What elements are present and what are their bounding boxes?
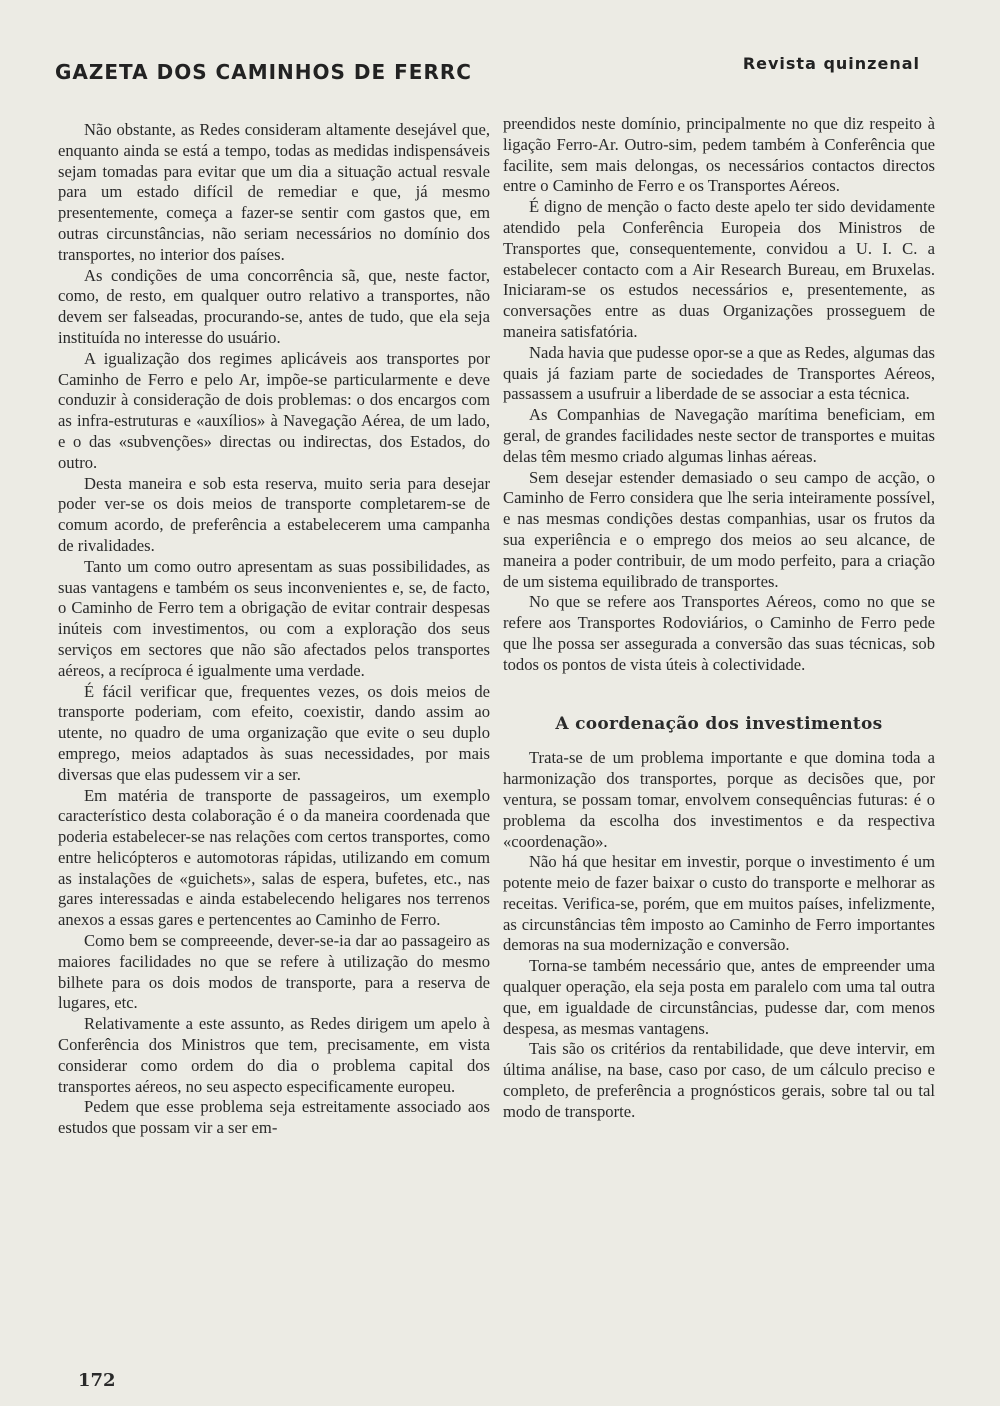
paragraph: Trata-se de um problema importante e que domina toda a harmonização dos transportes, porque as decisões que, por ventura, se possam tomar, envolvem consequências futuras: é o problema da escolha dos investimentos e da respectiva «coordenação». — [503, 748, 935, 851]
right-column — [503, 114, 935, 1123]
paragraph: Como bem se compreeende, dever-se-ia dar ao passageiro as maiores facilidades no que se refere à utilização do mesmo bilhete para os dois modos de transporte, para a reserva de lugares, etc. — [58, 931, 490, 1013]
paragraph: A igualização dos regimes aplicáveis aos transportes por Caminho de Ferro e pelo Ar, impõe-se particularmente e deve conduzir à consideração de dois problemas: o dos encargos com as infra-estruturas e «auxílios» à Navegação Aérea, de um lado, e o das «subvenções» directas ou indirectas, dos Estados, do outro. — [58, 348, 490, 472]
paragraph-continuation: preendidos neste domínio, principalmente no que diz respeito à ligação Ferro-Ar. Outro-sim, pedem também à Conferência que facilite, sem mais delongas, os necessários contactos directos entre o Caminho de Ferro e os Transportes Aéreos. — [503, 114, 935, 196]
page-number: 172 — [78, 1370, 116, 1391]
paragraph: Sem desejar estender demasiado o seu campo de acção, o Caminho de Ferro considera que lhe seria inteiramente possível, e nas mesmas condições destas companhias, usar os frutos da sua experiência e o emprego dos meios ao seu alcance, de maneira a poder contribuir, de um modo perfeito, para a criação de um sistema equilibrado de transportes. — [503, 467, 935, 591]
paragraph: Relativamente a este assunto, as Redes dirigem um apelo à Conferência dos Ministros que tem, precisamente, em vista considerar como ordem do dia o problema capital dos transportes aéreos, no seu aspecto especificamente europeu. — [58, 1014, 490, 1096]
paragraph: As Companhias de Navegação marítima beneficiam, em geral, de grandes facilidades neste sector de transportes e muitas delas têm mesmo criado algumas linhas aéreas. — [503, 405, 935, 466]
paragraph: Em matéria de transporte de passageiros, um exemplo característico desta colaboração é o da maneira coordenada que poderia estabelecer-se nas relações com certos transportes, como entre helicópteros e automotoras rápidas, utilizando em comum as instalações de «guichets», salas de espera, bufetes, etc., nas gares interessadas e ainda estabelecendo heligares nos terrenos anexos a essas gares e pertencentes ao Caminho de Ferro. — [58, 785, 490, 930]
paragraph: No que se refere aos Transportes Aéreos, como no que se refere aos Transportes Rodoviários, o Caminho de Ferro pede que lhe possa ser assegurada a conversão das suas técnicas, sob todos os pontos de vista úteis à colectividade. — [503, 592, 935, 674]
paragraph: Não obstante, as Redes consideram altamente desejável que, enquanto ainda se está a tempo, todas as medidas indispensáveis sejam tomadas para evitar que um dia a situação actual resvale para um estado difícil de remediar e que, já mesmo presentemente, começa a fazer-se sentir com gastos que, em outras circunstâncias, não seriam necessários no domínio dos transportes, no interior dos países. — [58, 120, 490, 264]
paragraph: As condições de uma concorrência sã, que, neste factor, como, de resto, em qualquer outro relativo a transportes, não devem ser falseadas, procurando-se, antes de tudo, que ela seja instituída no interesse do usuário. — [58, 265, 490, 347]
paragraph: Nada havia que pudesse opor-se a que as Redes, algumas das quais já faziam parte de sociedades de Transportes Aéreos, passassem a usufruir a liberdade de se associar a esta técnica. — [503, 342, 935, 404]
paragraph: Tais são os critérios da rentabilidade, que deve intervir, em última análise, na base, caso por caso, de um cálculo preciso e completo, de preferência a prognósticos gerais, sobre tal ou tal modo de transporte. — [503, 1039, 935, 1121]
paragraph: É fácil verificar que, frequentes vezes, os dois meios de transporte poderiam, com efeito, coexistir, dando assim ao utente, no quadro de uma organização que evite o seu duplo emprego, meios adaptados às suas necessidades, por mais diversas que elas pudessem vir a ser. — [58, 681, 490, 784]
paragraph: Tanto um como outro apresentam as suas possibilidades, as suas vantagens e também os seus inconvenientes e, se, de facto, o Caminho de Ferro tem a obrigação de evitar contrair despesas inúteis com investimentos, ou com a exploração dos seus serviços em sectores que não são afectados pelos transportes aéreos, a recíproca é igualmente uma verdade. — [58, 556, 490, 680]
paragraph: Pedem que esse problema seja estreitamente associado aos estudos que possam vir a ser em- — [58, 1097, 490, 1138]
paragraph: Desta maneira e sob esta reserva, muito seria para desejar poder ver-se os dois meios de transporte completarem-se de comum acordo, de preferência a estabelecerem uma campanha de rivalidades. — [58, 473, 490, 555]
publication-frequency: Revista quinzenal — [742, 54, 920, 73]
publication-title: GAZETA DOS CAMINHOS DE FERRC — [55, 60, 472, 84]
paragraph: Não há que hesitar em investir, porque o investimento é um potente meio de fazer baixar o custo do transporte e melhorar as receitas. Verifica-se, porém, que em muitos países, infelizmente, as circunstâncias têm imposto ao Caminho de Ferro importantes demoras na sua modernização e conversão. — [503, 852, 935, 955]
paragraph: Torna-se também necessário que, antes de empreender uma qualquer operação, ela seja posta em paralelo com uma tal outra que, em igualdade de circunstâncias, pudesse dar, com menos despesa, as mesmas vantagens. — [503, 956, 935, 1038]
section-heading: A coordenação dos investimentos — [555, 713, 883, 734]
left-column — [58, 120, 490, 1139]
paragraph: É digno de menção o facto deste apelo ter sido devidamente atendido pela Conferência Europeia dos Ministros de Transportes que, consequentemente, convidou a U. I. C. a estabelecer contacto com a Air Research Bureau, em Bruxelas. Iniciaram-se os estudos necessários e, presentemente, as conversações entre as duas Organizações prosseguem de maneira satisfatória. — [503, 197, 935, 341]
